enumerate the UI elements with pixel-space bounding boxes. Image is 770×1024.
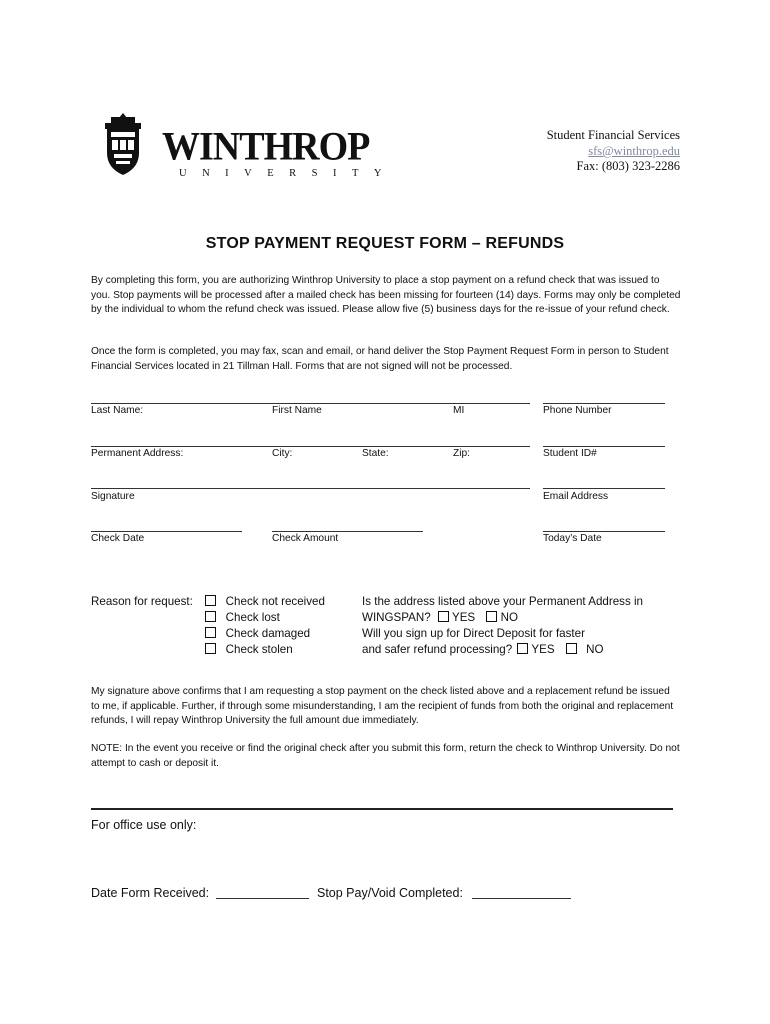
option-label: Check lost <box>225 611 280 624</box>
reason-option-not-received[interactable] <box>205 595 325 608</box>
stop-pay-input-line[interactable] <box>472 898 571 899</box>
office-use-heading: For office use only: <box>91 818 197 832</box>
email-address-label: Email Address <box>543 491 609 502</box>
direct-deposit-question-line2 <box>362 643 603 656</box>
name-input-line[interactable] <box>91 403 530 404</box>
phone-label: Phone Number <box>543 405 612 416</box>
address-yes-checkbox[interactable] <box>438 611 449 622</box>
option-label: Check stolen <box>225 643 293 656</box>
check-amount-input-line[interactable] <box>272 531 423 532</box>
city-label: City: <box>272 448 293 459</box>
intro-paragraph: By completing this form, you are authorizing Winthrop University to place a stop payment on a refund check that was issued to you. Stop payments will be processed after a mailed check has been missing for fourteen (14) days. Forms may only be completed by the individual to whom the refund check was issued. Please allow five (5) business days for the re-issue of your refund check. <box>91 275 681 316</box>
zip-label: Zip: <box>453 448 470 459</box>
todays-date-label: Today’s Date <box>543 533 602 544</box>
phone-input-line[interactable] <box>543 403 665 404</box>
todays-date-input-line[interactable] <box>543 531 665 532</box>
no-label: NO <box>586 643 604 656</box>
reason-label: Reason for request: <box>91 595 193 608</box>
check-amount-label: Check Amount <box>272 533 339 544</box>
option-label: Check not received <box>225 595 325 608</box>
permanent-address-label: Permanent Address: <box>91 448 184 459</box>
checkbox[interactable] <box>205 627 216 638</box>
yes-label: YES <box>531 643 555 656</box>
office-name: Student Financial Services <box>546 128 680 142</box>
university-crest-icon <box>102 113 144 177</box>
reason-option-lost[interactable] <box>205 611 280 624</box>
checkbox[interactable] <box>205 643 216 654</box>
stop-pay-label: Stop Pay/Void Completed: <box>317 886 463 900</box>
mi-label: MI <box>453 405 465 416</box>
state-label: State: <box>362 448 389 459</box>
reason-option-damaged[interactable] <box>205 627 310 640</box>
signature-label: Signature <box>91 491 135 502</box>
direct-deposit-label: and safer refund processing? <box>362 643 513 656</box>
check-date-input-line[interactable] <box>91 531 242 532</box>
office-email-link[interactable]: sfs@winthrop.edu <box>588 144 680 158</box>
date-received-input-line[interactable] <box>216 898 309 899</box>
option-label: Check damaged <box>225 627 311 640</box>
logo-wordmark: WINTHROP <box>162 124 370 170</box>
address-question-line2 <box>362 611 518 624</box>
form-title: STOP PAYMENT REQUEST FORM – REFUNDS <box>205 235 565 252</box>
address-question-line1: Is the address listed above your Permanent Address in <box>362 595 643 608</box>
signature-input-line[interactable] <box>91 488 530 489</box>
deposit-no-checkbox[interactable] <box>566 643 577 654</box>
last-name-label: Last Name: <box>91 405 144 416</box>
no-label: NO <box>500 611 519 624</box>
check-date-label: Check Date <box>91 533 145 544</box>
student-id-input-line[interactable] <box>543 446 665 447</box>
office-use-divider <box>91 808 673 810</box>
date-received-label: Date Form Received: <box>91 886 210 900</box>
address-no-checkbox[interactable] <box>486 611 497 622</box>
first-name-label: First Name <box>272 405 322 416</box>
checkbox[interactable] <box>205 595 216 606</box>
confirmation-paragraph: My signature above confirms that I am requesting a stop payment on the check listed above and a replacement refund be issued to me, if applicable. Further, if through some misunderstanding, I am the recipient of funds from both the original and replacement refunds, I will repay Winthrop University the full amount due immediately. <box>91 686 674 727</box>
address-input-line[interactable] <box>91 446 530 447</box>
checkbox[interactable] <box>205 611 216 622</box>
direct-deposit-question-line1: Will you sign up for Direct Deposit for faster <box>362 627 585 640</box>
submission-paragraph: Once the form is completed, you may fax, scan and email, or hand deliver the Stop Payment Request Form in person to Student Financial Services located in 21 Tillman Hall. Forms that are not signed will not be processed. <box>91 346 669 372</box>
reason-option-stolen[interactable] <box>205 643 293 656</box>
email-input-line[interactable] <box>543 488 665 489</box>
deposit-yes-checkbox[interactable] <box>517 643 528 654</box>
logo-subtitle: UNIVERSITY <box>179 168 397 179</box>
yes-label: YES <box>451 611 476 624</box>
wingspan-label: WINGSPAN? <box>362 611 431 624</box>
note-paragraph: NOTE: In the event you receive or find the original check after you submit this form, return the check to Winthrop University. Do not attempt to cash or deposit it. <box>91 743 680 769</box>
office-fax: Fax: (803) 323-2286 <box>576 159 680 173</box>
university-logo <box>102 113 397 183</box>
student-id-label: Student ID# <box>543 448 597 459</box>
